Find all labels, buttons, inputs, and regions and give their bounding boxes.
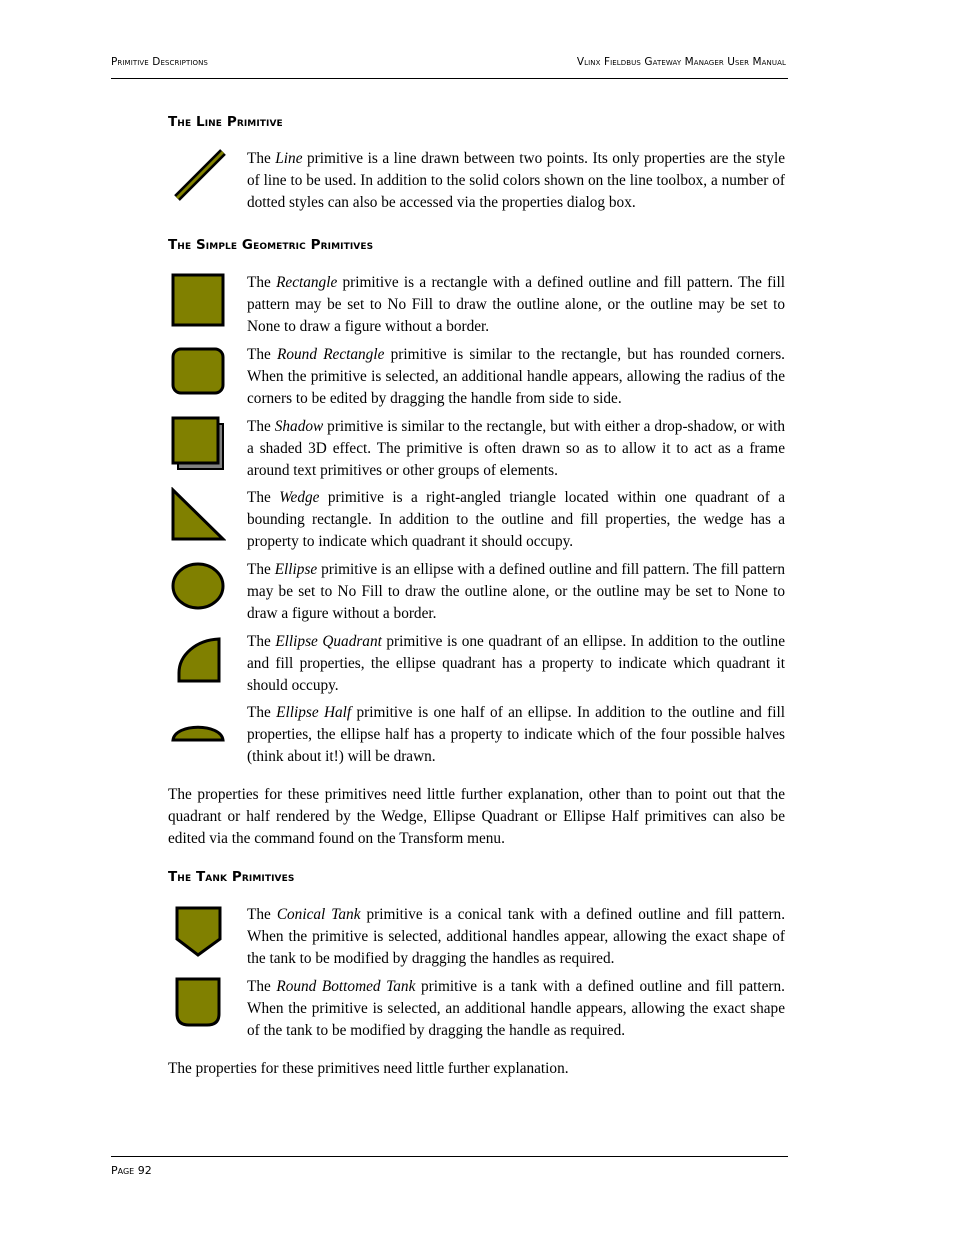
shadow-description: The Shadow primitive is similar to the rectangle, but with either a drop-shadow, or with a shaded 3D effect. The primitive is often drawn so as to allow it to act as a frame around text primitives or other groups of elements. <box>247 418 785 479</box>
header-section-title: Primitive Descriptions <box>111 56 208 68</box>
line-icon <box>170 147 226 203</box>
header-manual-title: Vlinx Fieldbus Gateway Manager User Manual <box>576 56 786 68</box>
section-title-line: The Line Primitive <box>168 114 283 130</box>
section-title-geometric: The Simple Geometric Primitives <box>168 237 374 253</box>
rectangle-description: The Rectangle primitive is a rectangle with a defined outline and fill pattern. The fill pattern may be set to No Fill to draw the outline alone, or the outline may be set to None to draw a figure without a border. <box>247 274 786 335</box>
shadow-icon <box>170 415 226 471</box>
round-rectangle-icon <box>170 344 226 400</box>
geometric-note: The properties for these primitives need little further explanation, other than to point out that the quadrant or half rendered by the Wedge, Ellipse Quadrant or Ellipse Half primitives can also be edited via the command found on the Transform menu. <box>168 786 785 847</box>
ellipse-icon <box>170 559 226 615</box>
ellipse-description: The Ellipse primitive is an ellipse with a defined outline and fill pattern. The fill pattern may be set to No Fill to draw the outline alone, or the outline may be set to None to draw a figure without a border. <box>247 561 785 622</box>
rectangle-icon <box>170 272 226 328</box>
round-rectangle-description: The Round Rectangle primitive is similar to the rectangle, but has rounded corners. When the primitive is selected, an additional handle appears, allowing the radius of the corners to be edited by dragging the handle from side to side. <box>247 346 786 407</box>
tank-note: The properties for these primitives need little further explanation. <box>168 1060 569 1077</box>
line-description: The Line primitive is a line drawn between two points. Its only properties are the style of line to be used. In addition to the solid colors shown on the line toolbox, a number of dotted styles can also be accessed via the properties dialog box. <box>247 150 785 211</box>
section-title-tank: The Tank Primitives <box>168 869 295 885</box>
page-number: Page 92 <box>111 1164 152 1177</box>
ellipse-quadrant-icon <box>170 631 226 687</box>
round-bottomed-tank-description: The Round Bottomed Tank primitive is a tank with a defined outline and fill pattern. When the primitive is selected, an additional handle appears, allowing the exact shape of the tank to be modified by dragging the handle as required. <box>247 978 785 1039</box>
conical-tank-icon <box>170 903 226 959</box>
page-footer <box>111 1156 788 1177</box>
wedge-description: The Wedge primitive is a right-angled triangle located within one quadrant of a bounding rectangle. In addition to the outline and fill properties, the wedge has a property to indicate which quadrant it should occupy. <box>247 489 785 550</box>
wedge-icon <box>170 487 226 543</box>
round-bottomed-tank-icon <box>170 974 226 1030</box>
ellipse-quadrant-description: The Ellipse Quadrant primitive is one quadrant of an ellipse. In addition to the outline and fill properties, the ellipse quadrant has a property to indicate which quadrant it should occupy. <box>247 633 785 694</box>
conical-tank-description: The Conical Tank primitive is a conical tank with a defined outline and fill pattern. When the primitive is selected, additional handles appear, allowing the exact shape of the tank to be modified by dragging the handles as required. <box>247 906 786 967</box>
page-header <box>111 56 788 79</box>
ellipse-half-icon <box>170 703 226 759</box>
ellipse-half-description: The Ellipse Half primitive is one half of an ellipse. In addition to the outline and fill properties, the ellipse half has a property to indicate which of the four possible halves (think about it!) will be drawn. <box>247 704 785 765</box>
